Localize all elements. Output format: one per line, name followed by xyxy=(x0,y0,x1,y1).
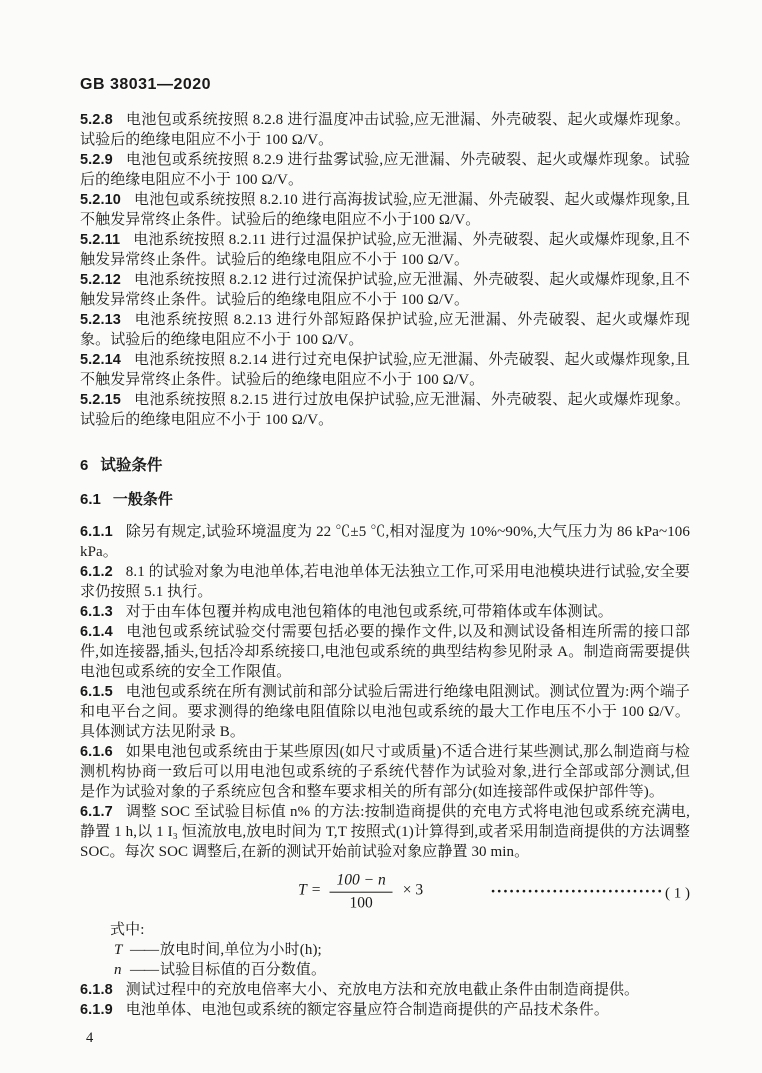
clause-number: 5.2.12 xyxy=(80,272,121,288)
clause-text: 电池包或系统按照 8.2.8 进行温度冲击试验,应无泄漏、外壳破裂、起火或爆炸现象。试验后的绝缘电阻应不小于 100 Ω/V。 xyxy=(80,112,690,148)
clause-text: 除另有规定,试验环境温度为 22 ℃±5 ℃,相对湿度为 10%~90%,大气压力为 86 kPa~106 kPa。 xyxy=(80,524,690,560)
clause-number: 6.1.2 xyxy=(80,564,113,580)
fraction-denominator: 100 xyxy=(349,894,373,912)
clause-number: 5.2.10 xyxy=(80,192,121,208)
clause-text: 电池单体、电池包或系统的额定容量应符合制造商提供的产品技术条件。 xyxy=(125,1002,609,1018)
clause-6-1-7 xyxy=(80,802,690,862)
clause-number: 6.1.9 xyxy=(80,1002,113,1018)
clause-text: 电池包或系统在所有测试前和部分试验后需进行绝缘电阻测试。测试位置为:两个端子和电平台之间。要求测得的绝缘电阻值除以电池包或系统的最大工作电压不小于 100 Ω/V。具体测试方法见附录 B。 xyxy=(80,684,690,740)
clause-text: 电池系统按照 8.2.11 进行过温保护试验,应无泄漏、外壳破裂、起火或爆炸现象,且不触发异常终止条件。试验后的绝缘电阻应不小于 100 Ω/V。 xyxy=(80,232,690,268)
section-6-1-heading xyxy=(80,490,690,510)
clause-number: 5.2.15 xyxy=(80,392,121,408)
clause-6-1-5 xyxy=(80,682,690,742)
clause-6-1-3 xyxy=(80,602,690,622)
where-item-n xyxy=(80,960,690,980)
clause-number: 5.2.11 xyxy=(80,232,121,248)
clause-text: 调整 SOC 至试验目标值 n% 的方法:按制造商提供的充电方式将电池包或系统充满电,静置 1 h,以 1 I₃ 恒流放电,放电时间为 T,T 按照式(1)计算得到,或者采用制造商提供的方法调整 SOC。每次 SOC 调整后,在新的测试开始前试验对象应静置 30 min。 xyxy=(80,804,690,860)
clause-5-2-9 xyxy=(80,150,690,190)
clause-text: 电池包或系统按照 8.2.9 进行盐雾试验,应无泄漏、外壳破裂、起火或爆炸现象。试验后的绝缘电阻应不小于 100 Ω/V。 xyxy=(80,152,690,188)
clause-text: 对于由车体包覆并构成电池包箱体的电池包或系统,可带箱体或车体测试。 xyxy=(125,604,613,620)
clause-number: 6.1.5 xyxy=(80,684,113,700)
clause-6-1-4 xyxy=(80,622,690,682)
clause-5-2-10 xyxy=(80,190,690,230)
chapter-number: 6 xyxy=(80,457,89,474)
equation-1 xyxy=(80,866,690,918)
equation-1-formula xyxy=(298,872,423,913)
clause-5-2-12 xyxy=(80,270,690,310)
clause-number: 6.1.7 xyxy=(80,804,113,820)
clause-6-1-9 xyxy=(80,1000,690,1020)
clause-6-1-6 xyxy=(80,742,690,802)
standard-code-header: GB 38031—2020 xyxy=(80,76,212,93)
clause-text: 电池系统按照 8.2.13 进行外部短路保护试验,应无泄漏、外壳破裂、起火或爆炸现象。试验后的绝缘电阻应不小于 100 Ω/V。 xyxy=(80,312,690,348)
equation-variable: T xyxy=(298,881,307,899)
dash: —— xyxy=(130,942,158,958)
equation-1-leader xyxy=(490,882,690,903)
clause-text: 如果电池包或系统由于某些原因(如尺寸或质量)不适合进行某些测试,那么制造商与检测机构协商一致后可以用电池包或系统的子系统代替作为试验对象,进行全部或部分测试,但是作为试验对象的子系统应包含和整车要求相关的所有部分(如连接部件或保护部件等)。 xyxy=(80,744,690,800)
dot-leader: ···························· xyxy=(490,881,663,901)
symbol-n: n xyxy=(114,962,122,978)
clause-6-1-2 xyxy=(80,562,690,602)
clause-number: 6.1.8 xyxy=(80,982,113,998)
equation-number: ( 1 ) xyxy=(665,885,690,902)
clause-5-2-11 xyxy=(80,230,690,270)
section-number: 6.1 xyxy=(80,491,101,508)
clause-text: 测试过程中的充放电倍率大小、充放电方法和充放电截止条件由制造商提供。 xyxy=(125,982,640,998)
dash: —— xyxy=(130,962,158,978)
clause-text: 电池系统按照 8.2.14 进行过充电保护试验,应无泄漏、外壳破裂、起火或爆炸现象,且不触发异常终止条件。试验后的绝缘电阻应不小于 100 Ω/V。 xyxy=(80,352,690,388)
clause-number: 6.1.1 xyxy=(80,524,113,540)
equals-sign: = xyxy=(311,881,321,899)
section-title: 一般条件 xyxy=(112,492,173,508)
clause-number: 5.2.9 xyxy=(80,152,113,168)
fraction xyxy=(329,872,392,913)
clause-number: 6.1.3 xyxy=(80,604,113,620)
clause-text: 电池系统按照 8.2.15 进行过放电保护试验,应无泄漏、外壳破裂、起火或爆炸现象。试验后的绝缘电阻应不小于 100 Ω/V。 xyxy=(80,392,690,428)
where-label: 式中: xyxy=(110,922,145,938)
clause-5-2-13 xyxy=(80,310,690,350)
clause-text: 电池包或系统按照 8.2.10 进行高海拔试验,应无泄漏、外壳破裂、起火或爆炸现象,且不触发异常终止条件。试验后的绝缘电阻应不小于100 Ω/V。 xyxy=(80,192,690,228)
chapter-title: 试验条件 xyxy=(100,457,163,474)
symbol-description: 放电时间,单位为小时(h); xyxy=(160,942,322,958)
clause-number: 5.2.8 xyxy=(80,112,113,128)
fraction-numerator: 100 − n xyxy=(329,872,392,893)
multiplier: × 3 xyxy=(402,881,424,899)
page-number: 4 xyxy=(86,1030,94,1046)
chapter-6-heading xyxy=(80,456,690,476)
clause-text: 电池包或系统试验交付需要包括必要的操作文件,以及和测试设备相连所需的接口部件,如连接器,插头,包括冷却系统接口,电池包或系统的典型结构参见附录 A。制造商需要提供电池包或系统的安全工作限值。 xyxy=(80,624,690,680)
clause-5-2-14 xyxy=(80,350,690,390)
symbol-T: T xyxy=(114,942,123,958)
clause-6-1-8 xyxy=(80,980,690,1000)
clause-number: 5.2.13 xyxy=(80,312,121,328)
clause-number: 5.2.14 xyxy=(80,352,121,368)
clause-5-2-15 xyxy=(80,390,690,430)
clause-6-1-1 xyxy=(80,522,690,562)
clause-number: 6.1.6 xyxy=(80,744,113,760)
where-item-T xyxy=(80,940,690,960)
clause-text: 8.1 的试验对象为电池单体,若电池单体无法独立工作,可采用电池模块进行试验,安全要求仍按照 5.1 执行。 xyxy=(80,564,690,600)
clause-number: 6.1.4 xyxy=(80,624,113,640)
clause-text: 电池系统按照 8.2.12 进行过流保护试验,应无泄漏、外壳破裂、起火或爆炸现象,且不触发异常终止条件。试验后的绝缘电阻应不小于 100 Ω/V。 xyxy=(80,272,690,308)
symbol-description: 试验目标值的百分数值。 xyxy=(160,962,327,978)
clause-5-2-8 xyxy=(80,110,690,150)
